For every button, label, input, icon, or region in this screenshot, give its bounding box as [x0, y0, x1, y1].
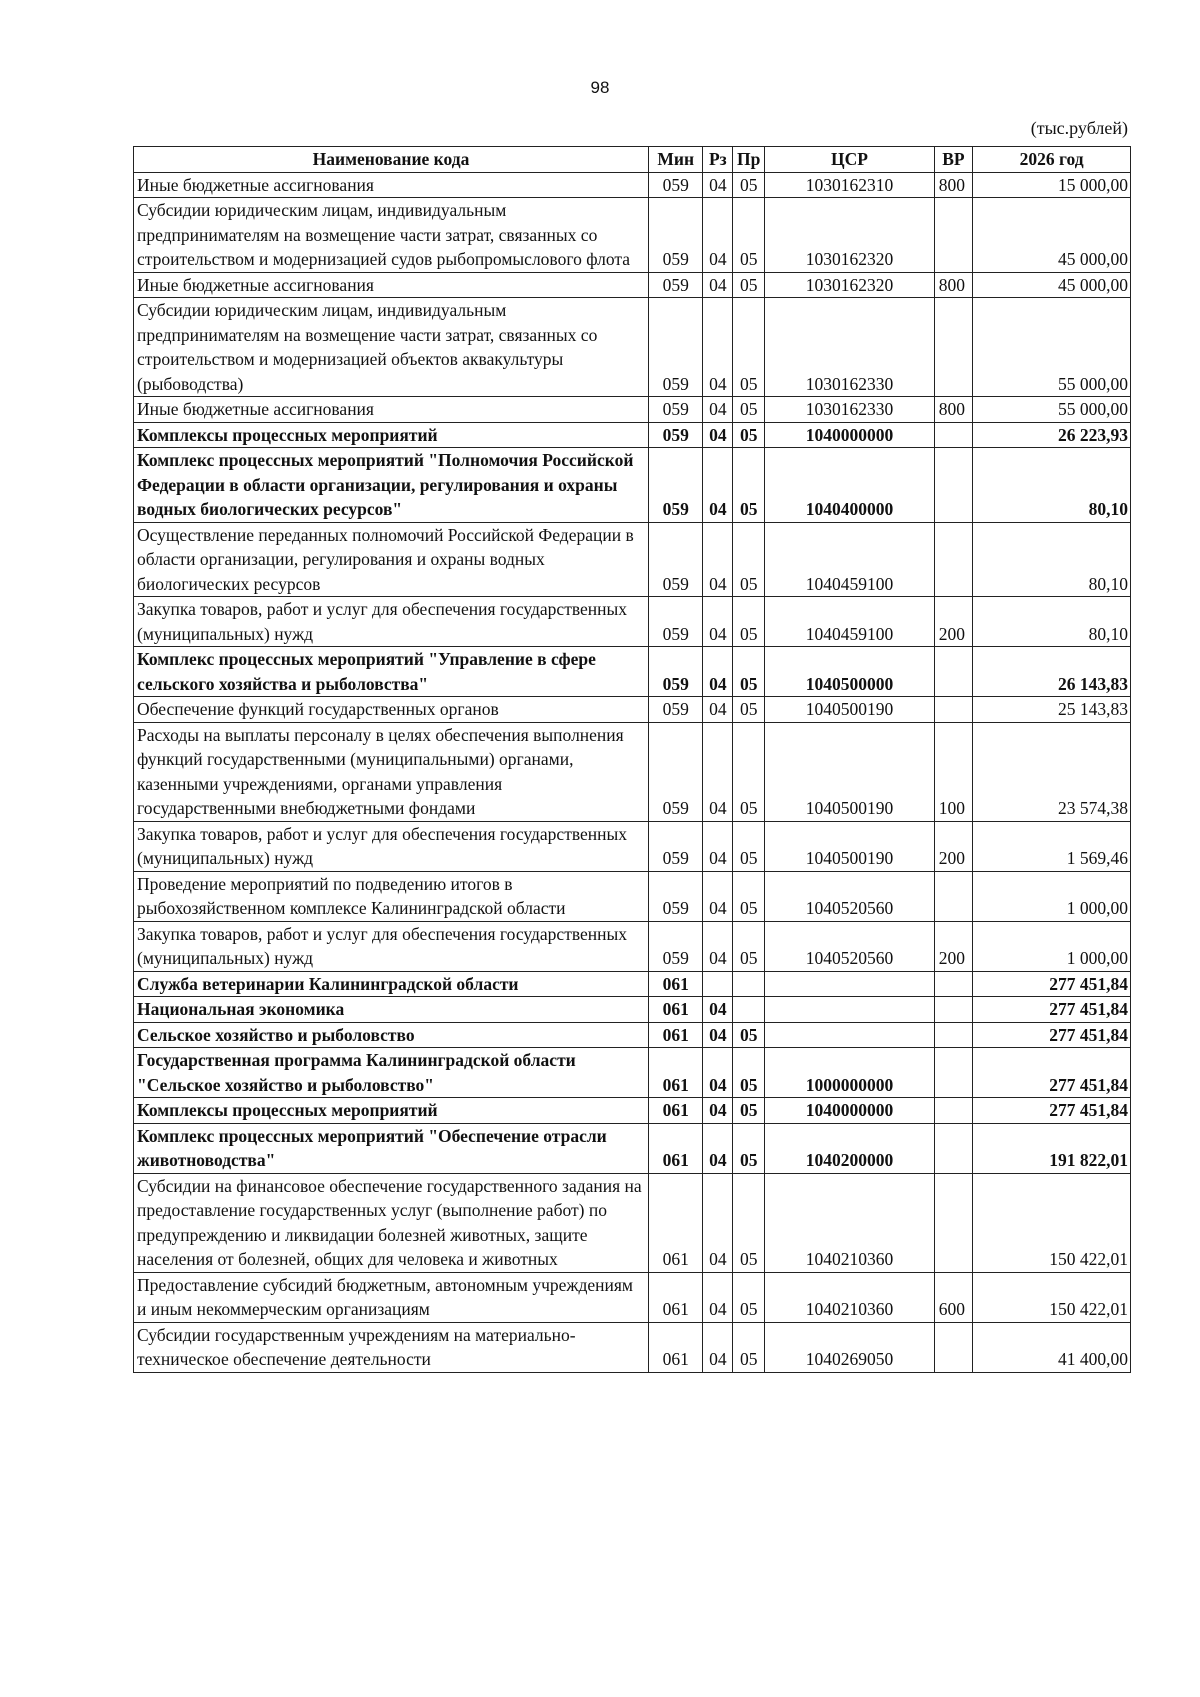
cell-rz: 04	[703, 1272, 733, 1322]
cell-pr: 05	[733, 821, 765, 871]
cell-vr: 600	[934, 1272, 972, 1322]
cell-pr: 05	[733, 647, 765, 697]
cell-min: 059	[649, 397, 703, 423]
table-row	[134, 597, 1131, 647]
cell-vr: 800	[934, 172, 972, 198]
cell-amount: 277 451,84	[973, 997, 1131, 1023]
cell-vr	[934, 997, 972, 1023]
cell-name: Осуществление переданных полномочий Российской Федерации в области организации, регулирования и охраны водных биологических ресурсов	[134, 522, 649, 597]
budget-table	[133, 146, 1131, 1373]
cell-vr	[934, 198, 972, 273]
cell-pr: 05	[733, 722, 765, 821]
cell-name: Комплекс процессных мероприятий "Обеспечение отрасли животноводства"	[134, 1123, 649, 1173]
cell-csr: 1040200000	[765, 1123, 935, 1173]
cell-pr: 05	[733, 1173, 765, 1272]
table-row	[134, 871, 1131, 921]
cell-csr	[765, 971, 935, 997]
cell-csr: 1030162320	[765, 272, 935, 298]
cell-pr: 05	[733, 1098, 765, 1124]
table-row	[134, 722, 1131, 821]
cell-min: 059	[649, 871, 703, 921]
cell-pr: 05	[733, 1022, 765, 1048]
cell-pr: 05	[733, 422, 765, 448]
cell-rz: 04	[703, 697, 733, 723]
cell-min: 061	[649, 1173, 703, 1272]
cell-name: Служба ветеринарии Калининградской области	[134, 971, 649, 997]
cell-amount: 80,10	[973, 597, 1131, 647]
cell-pr: 05	[733, 448, 765, 523]
cell-min: 061	[649, 971, 703, 997]
cell-name: Государственная программа Калининградской области "Сельское хозяйство и рыболовство"	[134, 1048, 649, 1098]
cell-name: Закупка товаров, работ и услуг для обеспечения государственных (муниципальных) нужд	[134, 821, 649, 871]
table-row	[134, 1173, 1131, 1272]
cell-pr: 05	[733, 921, 765, 971]
cell-rz: 04	[703, 298, 733, 397]
cell-csr: 1040500190	[765, 821, 935, 871]
cell-amount: 26 223,93	[973, 422, 1131, 448]
cell-vr: 100	[934, 722, 972, 821]
cell-vr	[934, 697, 972, 723]
cell-name: Комплекс процессных мероприятий "Полномочия Российской Федерации в области организации, регулирования и охраны водных биологических ресурсов"	[134, 448, 649, 523]
cell-vr	[934, 422, 972, 448]
cell-pr: 05	[733, 198, 765, 273]
cell-name: Закупка товаров, работ и услуг для обеспечения государственных (муниципальных) нужд	[134, 597, 649, 647]
cell-csr: 1040500000	[765, 647, 935, 697]
cell-csr	[765, 1022, 935, 1048]
cell-csr: 1040210360	[765, 1272, 935, 1322]
cell-name: Субсидии государственным учреждениям на материально-техническое обеспечение деятельности	[134, 1322, 649, 1372]
table-row	[134, 198, 1131, 273]
cell-csr: 1040000000	[765, 422, 935, 448]
cell-min: 059	[649, 722, 703, 821]
cell-csr: 1040269050	[765, 1322, 935, 1372]
cell-name: Иные бюджетные ассигнования	[134, 397, 649, 423]
cell-rz: 04	[703, 997, 733, 1023]
cell-rz: 04	[703, 422, 733, 448]
cell-pr	[733, 971, 765, 997]
cell-amount: 1 000,00	[973, 921, 1131, 971]
cell-vr: 200	[934, 821, 972, 871]
page-number: 98	[590, 78, 610, 97]
cell-rz	[703, 971, 733, 997]
cell-name: Иные бюджетные ассигнования	[134, 272, 649, 298]
cell-min: 061	[649, 1022, 703, 1048]
header-min: Мин	[649, 147, 703, 173]
cell-amount: 45 000,00	[973, 198, 1131, 273]
cell-min: 061	[649, 1322, 703, 1372]
cell-pr: 05	[733, 871, 765, 921]
cell-rz: 04	[703, 1022, 733, 1048]
cell-min: 061	[649, 1123, 703, 1173]
cell-name: Комплексы процессных мероприятий	[134, 422, 649, 448]
cell-min: 059	[649, 198, 703, 273]
table-row	[134, 971, 1131, 997]
cell-amount: 26 143,83	[973, 647, 1131, 697]
cell-vr	[934, 1048, 972, 1098]
cell-min: 061	[649, 1098, 703, 1124]
cell-amount: 277 451,84	[973, 1022, 1131, 1048]
cell-amount: 277 451,84	[973, 1048, 1131, 1098]
cell-vr	[934, 1098, 972, 1124]
cell-min: 059	[649, 522, 703, 597]
cell-pr: 05	[733, 172, 765, 198]
cell-vr	[934, 448, 972, 523]
cell-amount: 25 143,83	[973, 697, 1131, 723]
cell-vr: 200	[934, 597, 972, 647]
table-row	[134, 422, 1131, 448]
cell-pr: 05	[733, 1048, 765, 1098]
table-row	[134, 1022, 1131, 1048]
table-row	[134, 697, 1131, 723]
table-row	[134, 522, 1131, 597]
cell-vr	[934, 298, 972, 397]
cell-vr	[934, 871, 972, 921]
cell-csr: 1040459100	[765, 597, 935, 647]
cell-csr: 1030162310	[765, 172, 935, 198]
cell-csr: 1030162330	[765, 298, 935, 397]
cell-rz: 04	[703, 821, 733, 871]
cell-name: Национальная экономика	[134, 997, 649, 1023]
header-name: Наименование кода	[134, 147, 649, 173]
units-label: (тыс.рублей)	[1030, 118, 1128, 138]
cell-amount: 1 569,46	[973, 821, 1131, 871]
cell-csr: 1040400000	[765, 448, 935, 523]
cell-vr	[934, 1173, 972, 1272]
header-csr: ЦСР	[765, 147, 935, 173]
cell-pr: 05	[733, 272, 765, 298]
table-row	[134, 821, 1131, 871]
cell-pr: 05	[733, 1123, 765, 1173]
cell-name: Комплексы процессных мероприятий	[134, 1098, 649, 1124]
cell-min: 059	[649, 448, 703, 523]
cell-vr	[934, 1322, 972, 1372]
header-pr: Пр	[733, 147, 765, 173]
cell-min: 059	[649, 422, 703, 448]
cell-min: 059	[649, 647, 703, 697]
cell-amount: 150 422,01	[973, 1173, 1131, 1272]
cell-name: Предоставление субсидий бюджетным, автономным учреждениям и иным некоммерческим организациям	[134, 1272, 649, 1322]
cell-amount: 23 574,38	[973, 722, 1131, 821]
table-row	[134, 1322, 1131, 1372]
cell-vr	[934, 522, 972, 597]
cell-name: Комплекс процессных мероприятий "Управление в сфере сельского хозяйства и рыболовства"	[134, 647, 649, 697]
cell-pr: 05	[733, 1272, 765, 1322]
cell-pr: 05	[733, 597, 765, 647]
cell-min: 059	[649, 697, 703, 723]
cell-pr: 05	[733, 522, 765, 597]
cell-name: Субсидии на финансовое обеспечение государственного задания на предоставление государственных услуг (выполнение работ) по предупреждению и ликвидации болезней животных, защите населения от болезней, общих для человека и животных	[134, 1173, 649, 1272]
table-row	[134, 997, 1131, 1023]
table-row	[134, 298, 1131, 397]
cell-pr: 05	[733, 697, 765, 723]
cell-name: Субсидии юридическим лицам, индивидуальным предпринимателям на возмещение части затрат, связанных со строительством и модернизацией судов рыбопромыслового флота	[134, 198, 649, 273]
table-header-row	[134, 147, 1131, 173]
cell-amount: 191 822,01	[973, 1123, 1131, 1173]
cell-pr: 05	[733, 298, 765, 397]
cell-name: Закупка товаров, работ и услуг для обеспечения государственных (муниципальных) нужд	[134, 921, 649, 971]
table-body	[134, 172, 1131, 1372]
cell-csr: 1000000000	[765, 1048, 935, 1098]
cell-min: 059	[649, 597, 703, 647]
cell-amount: 55 000,00	[973, 298, 1131, 397]
table-row	[134, 448, 1131, 523]
cell-csr: 1040210360	[765, 1173, 935, 1272]
cell-rz: 04	[703, 722, 733, 821]
cell-amount: 45 000,00	[973, 272, 1131, 298]
cell-name: Расходы на выплаты персоналу в целях обеспечения выполнения функций государственными (муниципальными) органами, казенными учреждениями, органами управления государственными внебюджетными фондами	[134, 722, 649, 821]
cell-amount: 150 422,01	[973, 1272, 1131, 1322]
cell-amount: 1 000,00	[973, 871, 1131, 921]
cell-rz: 04	[703, 272, 733, 298]
header-rz: Рз	[703, 147, 733, 173]
cell-min: 059	[649, 272, 703, 298]
cell-csr: 1040500190	[765, 722, 935, 821]
cell-amount: 277 451,84	[973, 971, 1131, 997]
cell-vr: 800	[934, 272, 972, 298]
table-row	[134, 1098, 1131, 1124]
cell-rz: 04	[703, 1048, 733, 1098]
cell-csr: 1040000000	[765, 1098, 935, 1124]
cell-csr	[765, 997, 935, 1023]
table-row	[134, 1272, 1131, 1322]
cell-name: Обеспечение функций государственных органов	[134, 697, 649, 723]
cell-min: 059	[649, 921, 703, 971]
cell-vr: 800	[934, 397, 972, 423]
cell-rz: 04	[703, 448, 733, 523]
table-row	[134, 397, 1131, 423]
table-row	[134, 172, 1131, 198]
cell-csr: 1030162330	[765, 397, 935, 423]
cell-rz: 04	[703, 921, 733, 971]
table-row	[134, 272, 1131, 298]
table-row	[134, 647, 1131, 697]
cell-amount: 80,10	[973, 448, 1131, 523]
cell-vr	[934, 1022, 972, 1048]
table-row	[134, 1123, 1131, 1173]
cell-name: Сельское хозяйство и рыболовство	[134, 1022, 649, 1048]
cell-amount: 41 400,00	[973, 1322, 1131, 1372]
cell-rz: 04	[703, 597, 733, 647]
cell-rz: 04	[703, 522, 733, 597]
table-row	[134, 921, 1131, 971]
cell-rz: 04	[703, 871, 733, 921]
cell-name: Субсидии юридическим лицам, индивидуальным предпринимателям на возмещение части затрат, связанных со строительством и модернизацией объектов аквакультуры (рыбоводства)	[134, 298, 649, 397]
cell-min: 061	[649, 997, 703, 1023]
cell-name: Проведение мероприятий по подведению итогов в рыбохозяйственном комплексе Калининградской области	[134, 871, 649, 921]
table-row	[134, 1048, 1131, 1098]
cell-amount: 277 451,84	[973, 1098, 1131, 1124]
header-year: 2026 год	[973, 147, 1131, 173]
cell-csr: 1040459100	[765, 522, 935, 597]
cell-vr: 200	[934, 921, 972, 971]
cell-csr: 1030162320	[765, 198, 935, 273]
cell-min: 061	[649, 1272, 703, 1322]
cell-min: 059	[649, 298, 703, 397]
cell-amount: 15 000,00	[973, 172, 1131, 198]
cell-csr: 1040520560	[765, 921, 935, 971]
cell-rz: 04	[703, 1098, 733, 1124]
cell-rz: 04	[703, 1123, 733, 1173]
cell-vr	[934, 1123, 972, 1173]
header-vr: ВР	[934, 147, 972, 173]
cell-amount: 55 000,00	[973, 397, 1131, 423]
cell-rz: 04	[703, 198, 733, 273]
cell-pr: 05	[733, 397, 765, 423]
cell-csr: 1040520560	[765, 871, 935, 921]
cell-rz: 04	[703, 172, 733, 198]
cell-rz: 04	[703, 1173, 733, 1272]
cell-vr	[934, 971, 972, 997]
cell-vr	[934, 647, 972, 697]
cell-pr	[733, 997, 765, 1023]
cell-rz: 04	[703, 647, 733, 697]
cell-amount: 80,10	[973, 522, 1131, 597]
cell-name: Иные бюджетные ассигнования	[134, 172, 649, 198]
cell-rz: 04	[703, 1322, 733, 1372]
cell-rz: 04	[703, 397, 733, 423]
cell-min: 059	[649, 821, 703, 871]
cell-csr: 1040500190	[765, 697, 935, 723]
cell-min: 059	[649, 172, 703, 198]
cell-min: 061	[649, 1048, 703, 1098]
cell-pr: 05	[733, 1322, 765, 1372]
